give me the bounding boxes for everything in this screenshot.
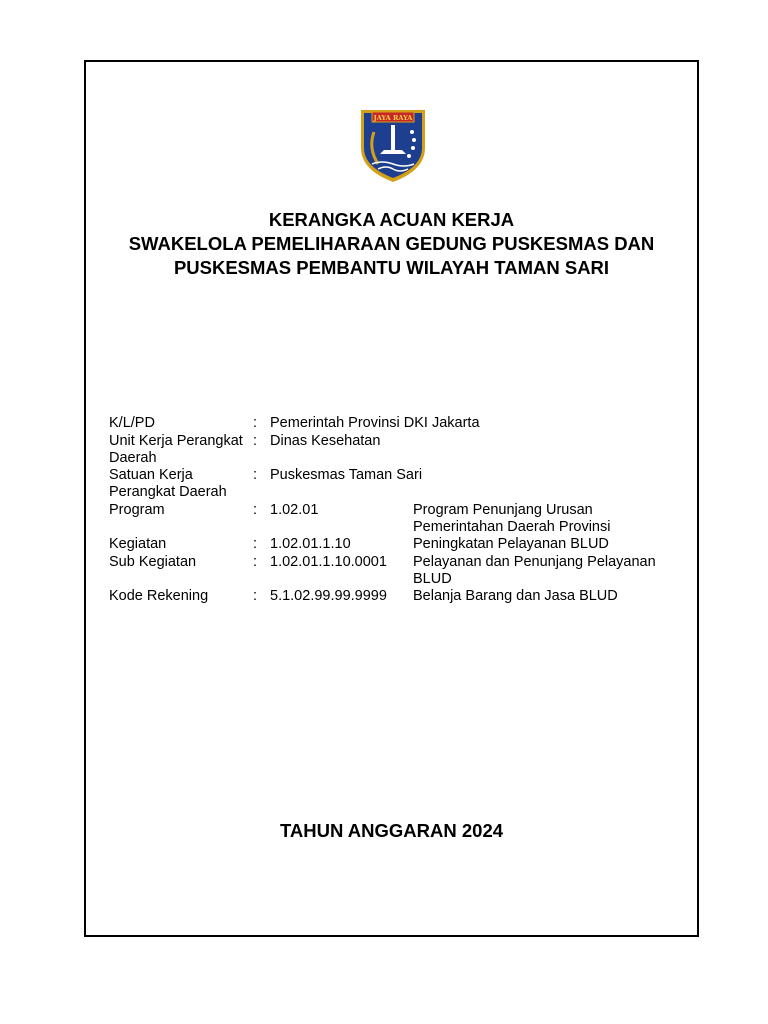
info-code: 5.1.02.99.99.9999 — [270, 588, 387, 604]
info-code: 1.02.01.1.10.0001 — [270, 554, 387, 570]
info-code: 1.02.01 — [270, 502, 319, 518]
info-label: Program — [109, 502, 165, 518]
info-colon: : — [253, 536, 258, 552]
info-colon: : — [253, 415, 258, 431]
info-desc: Belanja Barang dan Jasa BLUD — [413, 588, 618, 604]
info-value: Puskesmas Taman Sari — [270, 467, 423, 483]
info-colon: : — [253, 588, 258, 604]
document-title — [84, 208, 699, 280]
info-colon: : — [253, 433, 258, 449]
monas-base — [380, 150, 406, 154]
title-line-2: SWAKELOLA PEMELIHARAAN GEDUNG PUSKESMAS DAN — [128, 233, 655, 254]
info-colon: : — [253, 502, 258, 518]
info-label: Satuan Kerja Perangkat Daerah — [109, 467, 227, 500]
budget-year: TAHUN ANGGARAN 2024 — [279, 820, 504, 841]
monas-tower — [391, 125, 395, 151]
info-code: 1.02.01.1.10 — [270, 536, 351, 552]
info-label: Kegiatan — [109, 536, 167, 552]
title-line-1: KERANGKA ACUAN KERJA — [268, 209, 515, 230]
info-label: K/L/PD — [109, 415, 155, 431]
title-line-3: PUSKESMAS PEMBANTU WILAYAH TAMAN SARI — [173, 257, 610, 278]
info-label: Kode Rekening — [109, 588, 209, 604]
info-label: Sub Kegiatan — [109, 554, 197, 570]
info-desc: Peningkatan Pelayanan BLUD — [413, 536, 609, 552]
info-label: Unit Kerja Perangkat Daerah — [109, 433, 243, 466]
emblem-banner-text: JAYA RAYA — [373, 114, 413, 122]
info-colon: : — [253, 467, 258, 483]
info-value: Dinas Kesehatan — [270, 433, 381, 449]
info-desc: Program Penunjang Urusan Pemerintahan Daerah Provinsi — [413, 502, 611, 535]
info-value: Pemerintah Provinsi DKI Jakarta — [270, 415, 480, 431]
info-colon: : — [253, 554, 258, 570]
info-desc: Pelayanan dan Penunjang Pelayanan BLUD — [413, 554, 656, 587]
jaya-raya-emblem — [358, 108, 428, 184]
